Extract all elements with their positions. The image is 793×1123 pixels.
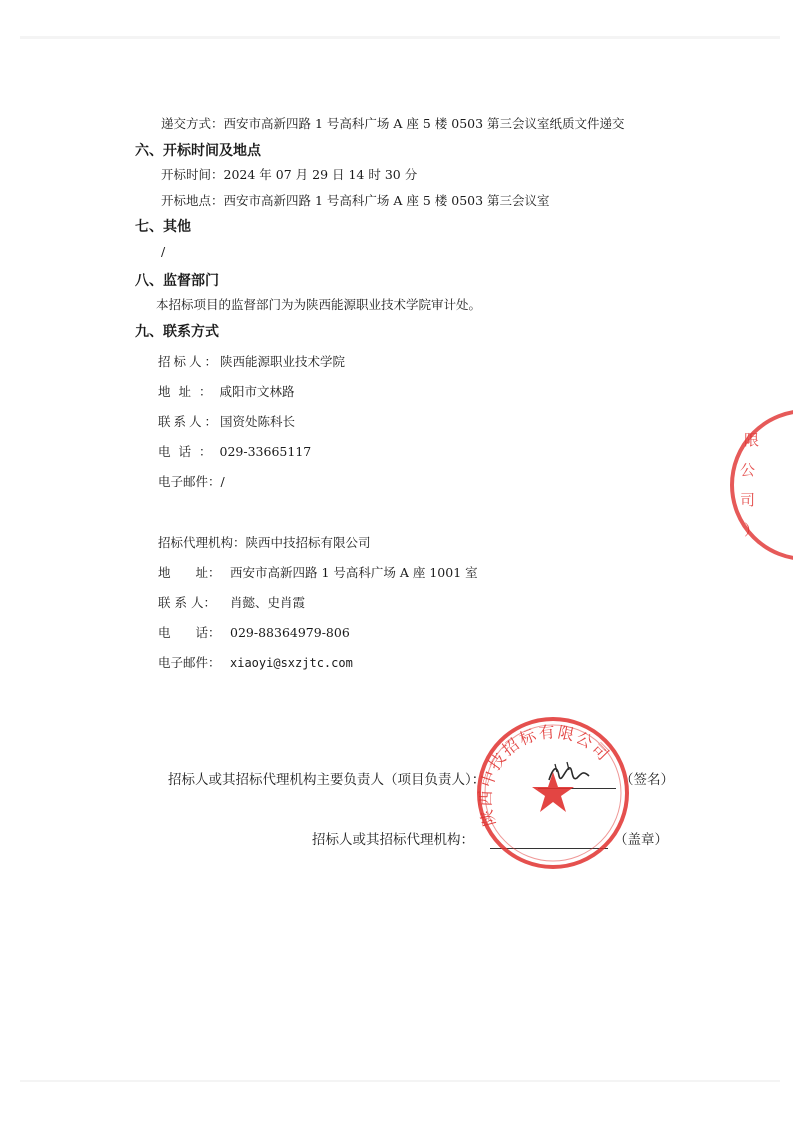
tenderer-phone-value: 029-33665117: [219, 444, 312, 459]
tenderer-email-label: 电子邮件：: [158, 474, 221, 489]
agency-phone-line: [158, 625, 350, 641]
tenderer-phone-label: 电话：: [158, 444, 220, 459]
tenderer-contact-value: 国资处陈科长: [220, 414, 296, 429]
agency-contact-line: [158, 595, 305, 611]
seal-note: （盖章）: [614, 832, 668, 848]
section-9-heading: 九、联系方式: [135, 324, 219, 340]
seal-label: 招标人或其招标代理机构：: [312, 832, 474, 848]
agency-line: [158, 535, 371, 551]
opening-time-label: 开标时间：: [161, 167, 224, 182]
principal-signature-label: 招标人或其招标代理机构主要负责人（项目负责人）：: [168, 772, 486, 788]
scan-artifact-top: [20, 36, 780, 39]
section-6-heading: 六、开标时间及地点: [135, 143, 261, 159]
partial-seal-char-3: 司: [740, 491, 756, 509]
agency-address-label: 地 址：: [158, 565, 221, 580]
submission-method-line: [161, 116, 625, 132]
svg-text:陕西中技招标有限公司: [476, 722, 614, 828]
partial-seal-char-1: 限: [744, 431, 760, 449]
partial-seal-char-2: 公: [740, 461, 756, 479]
section-7-heading: 七、其他: [135, 219, 191, 235]
section-8-heading: 八、监督部门: [135, 273, 219, 289]
agency-contact-value: 肖懿、史肖霞: [230, 595, 306, 610]
agency-address-line: [158, 565, 478, 581]
company-seal: [474, 714, 632, 872]
company-seal-text: 陕西中技招标有限公司: [475, 722, 615, 829]
principal-signature-note: （签名）: [620, 772, 674, 788]
tenderer-label: 招标人：: [158, 354, 221, 369]
submission-method-label: 递交方式：: [161, 116, 224, 131]
section-7-content: /: [161, 244, 166, 259]
tenderer-address-value: 咸阳市文林路: [219, 384, 295, 399]
tenderer-phone-line: [158, 444, 311, 460]
tenderer-email-line: [158, 474, 225, 490]
tenderer-contact-label: 联系人：: [158, 414, 221, 429]
agency-label: 招标代理机构：: [158, 535, 246, 550]
tenderer-email-value: /: [220, 474, 225, 489]
agency-address-value: 西安市高新四路 1 号高科广场 A 座 1001 室: [230, 565, 478, 580]
opening-location-label: 开标地点：: [161, 193, 224, 208]
agency-phone-label: 电 话：: [158, 625, 221, 640]
partial-seal-char-4: ）: [744, 521, 760, 539]
opening-time-line: [161, 167, 417, 183]
opening-time-value: 2024 年 07 月 29 日 14 时 30 分: [223, 167, 418, 182]
tenderer-value: 陕西能源职业技术学院: [220, 354, 346, 369]
opening-location-value: 西安市高新四路 1 号高科广场 A 座 5 楼 0503 第三会议室: [223, 193, 550, 208]
agency-value: 陕西中技招标有限公司: [245, 535, 371, 550]
tenderer-line: [158, 354, 345, 370]
agency-phone-value: 029-88364979-806: [230, 625, 350, 640]
scan-artifact-bottom: [20, 1080, 780, 1082]
section-8-content: 本招标项目的监督部门为为陕西能源职业技术学院审计处。: [156, 297, 482, 312]
partial-seal-edge: [728, 405, 793, 565]
submission-method-value: 西安市高新四路 1 号高科广场 A 座 5 楼 0503 第三会议室纸质文件递交: [223, 116, 625, 131]
tenderer-address-line: [158, 384, 295, 400]
tenderer-address-label: 地址：: [158, 384, 220, 399]
agency-email-value: xiaoyi@sxzjtc.com: [230, 656, 353, 670]
agency-email-label: 电子邮件：: [158, 655, 221, 670]
agency-contact-label: 联 系 人：: [158, 595, 216, 610]
tenderer-contact-line: [158, 414, 295, 430]
agency-email-line: [158, 655, 353, 671]
opening-location-line: [161, 193, 550, 209]
